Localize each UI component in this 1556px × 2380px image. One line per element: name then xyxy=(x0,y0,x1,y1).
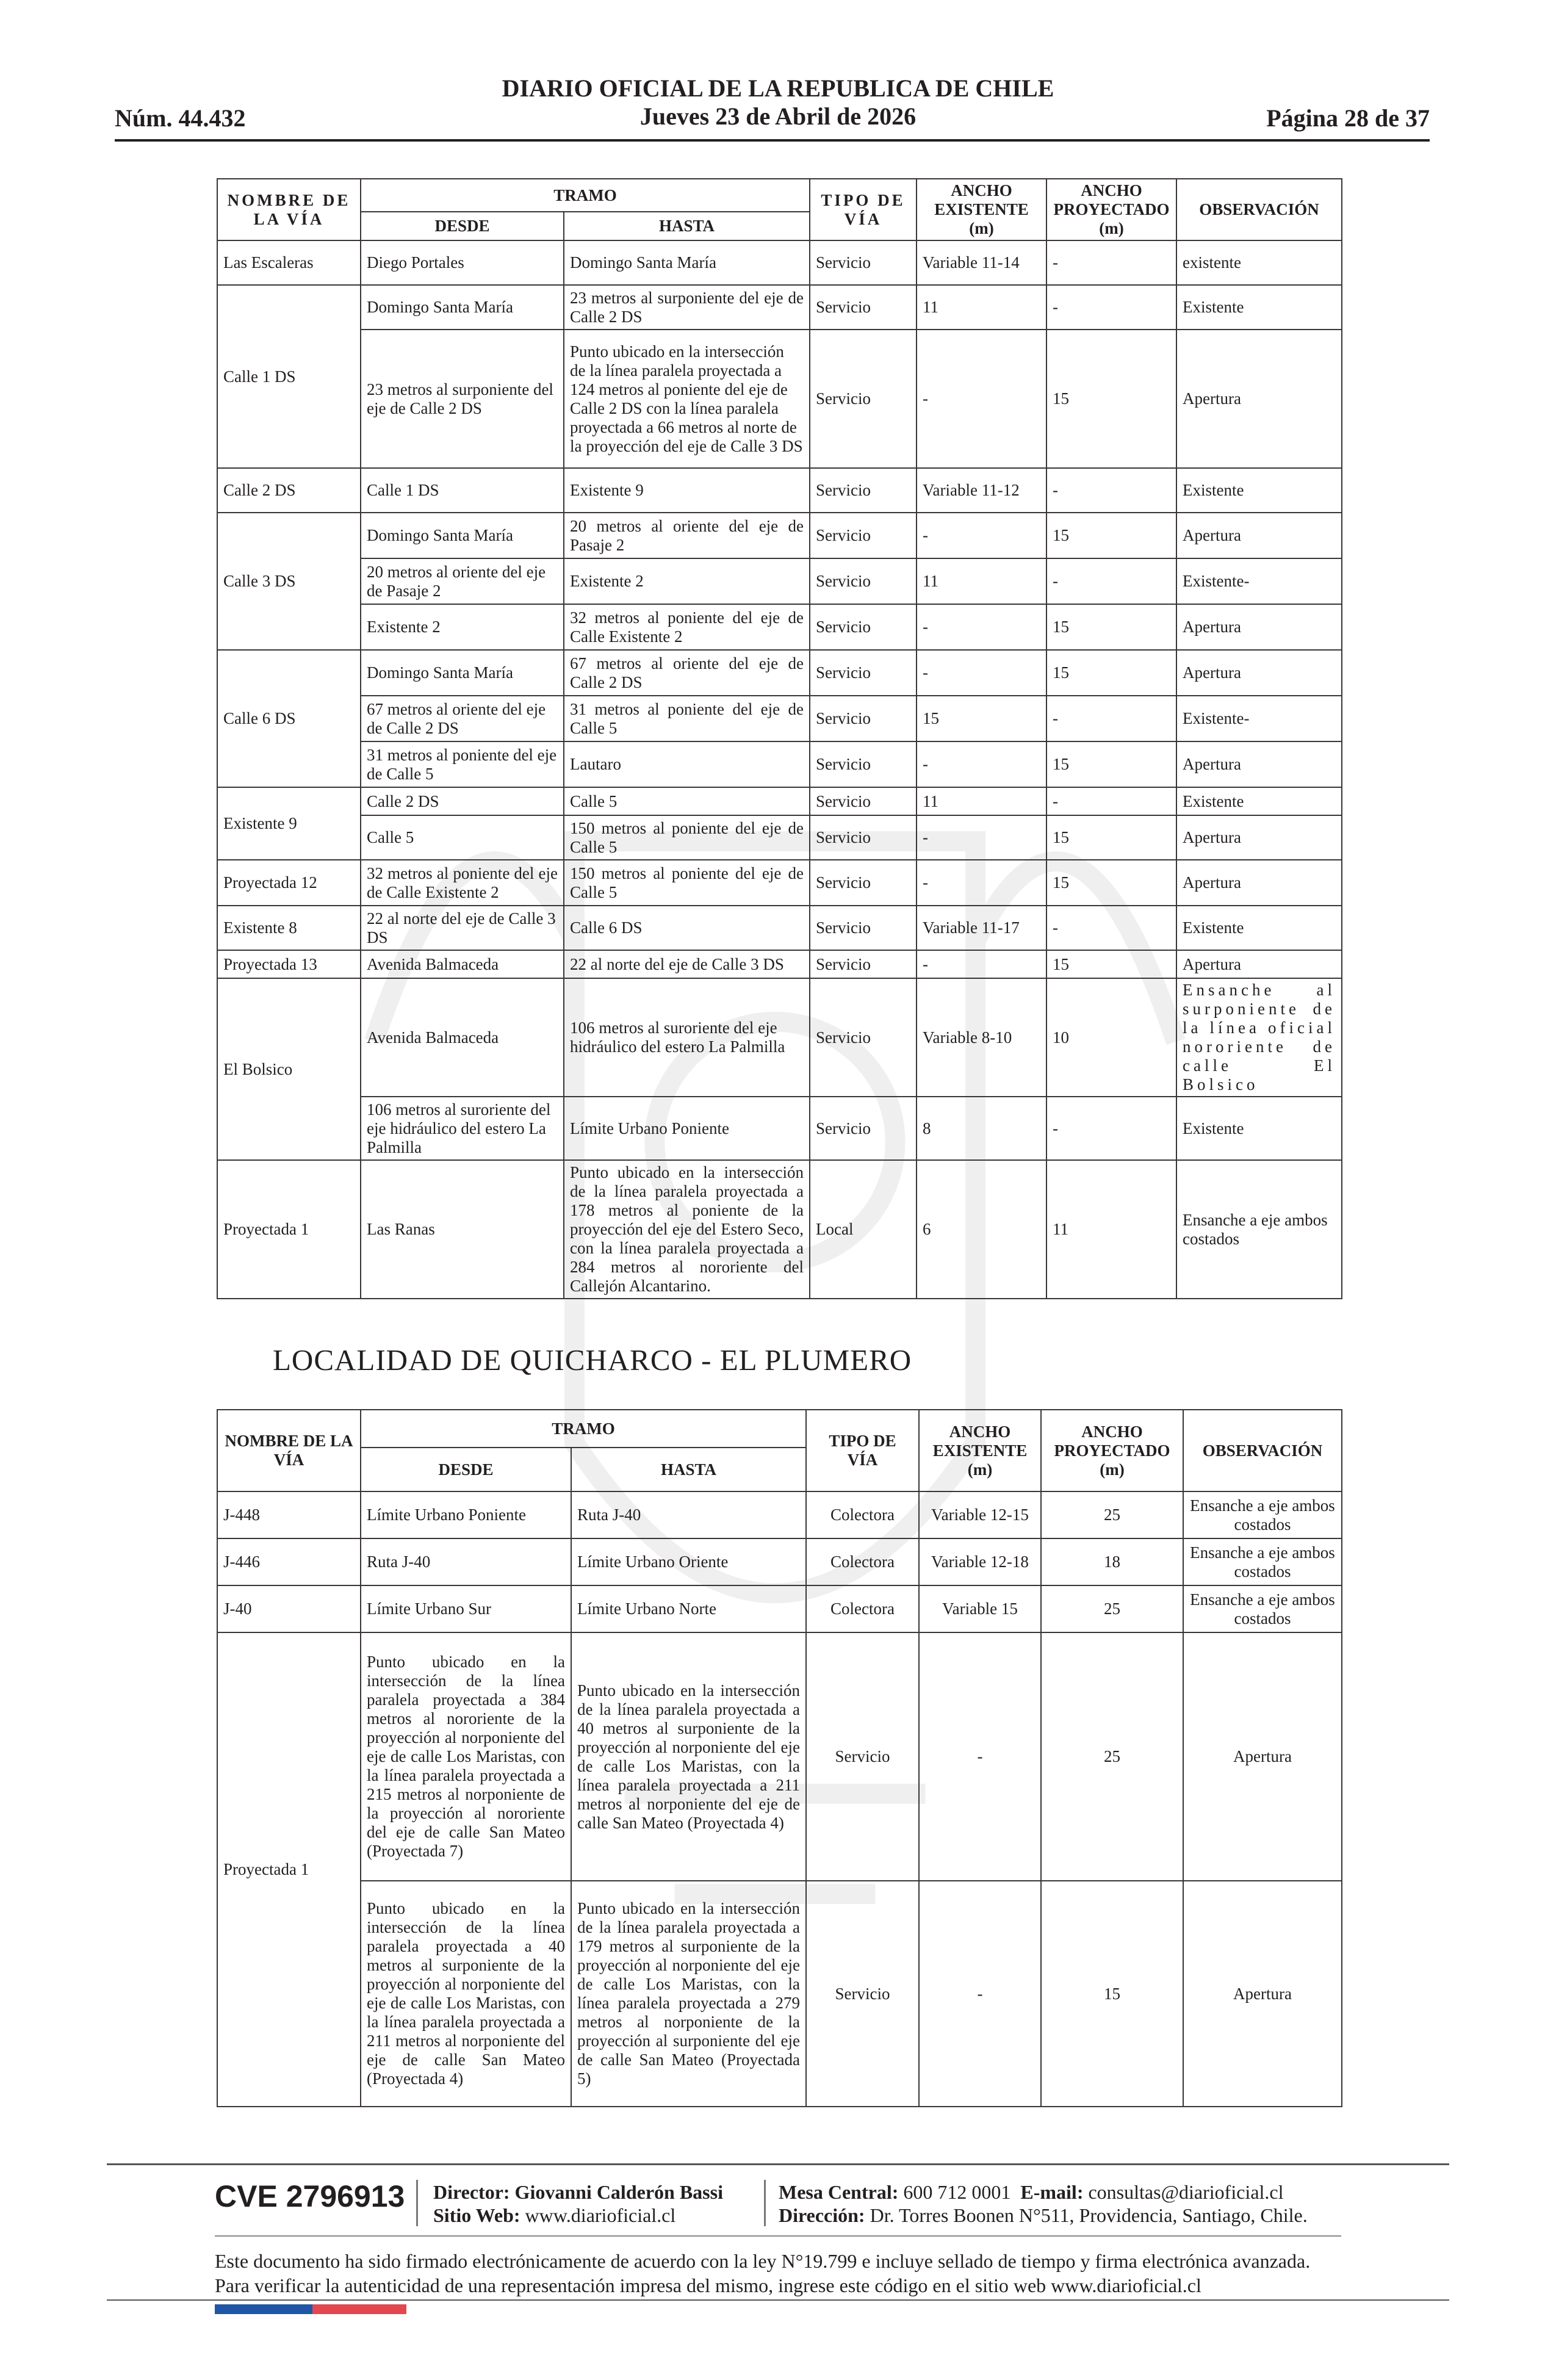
cell-proyectado: - xyxy=(1046,696,1176,741)
cell-tipo: Servicio xyxy=(810,906,917,950)
masthead-date: Jueves 23 de Abril de 2026 xyxy=(639,103,917,130)
table-row xyxy=(217,1538,1342,1585)
cell-desde: Calle 2 DS xyxy=(361,787,564,815)
cell-tipo: Servicio xyxy=(810,741,917,787)
flag-bar-blue xyxy=(215,2304,312,2314)
director-name: Giovanni Calderón Bassi xyxy=(514,2181,723,2203)
footer-divider-middle xyxy=(215,2235,1341,2237)
cell-tipo: Servicio xyxy=(810,604,917,650)
cell-existente: Variable 11-12 xyxy=(917,468,1046,513)
table-row xyxy=(217,906,1342,950)
header-observacion: OBSERVACIÓN xyxy=(1183,1410,1342,1491)
cell-obs: Apertura xyxy=(1176,860,1342,906)
cell-existente: Variable 12-15 xyxy=(919,1491,1041,1538)
footer-director-block xyxy=(433,2180,723,2227)
cell-tipo: Servicio xyxy=(810,468,917,513)
streets-table-2 xyxy=(217,1409,1342,2107)
cell-desde: Límite Urbano Sur xyxy=(361,1585,571,1632)
cell-proyectado: 15 xyxy=(1046,650,1176,696)
cell-hasta: Existente 9 xyxy=(564,468,810,513)
table-row xyxy=(217,558,1342,604)
cell-obs: Ensanche a eje ambos costados xyxy=(1183,1585,1342,1632)
table-row xyxy=(217,787,1342,815)
table-row xyxy=(217,1160,1342,1299)
cell-desde: Existente 2 xyxy=(361,604,564,650)
header-tramo: TRAMO xyxy=(361,179,810,212)
table-row xyxy=(217,1097,1342,1160)
table-row xyxy=(217,696,1342,741)
cell-nombre: J-40 xyxy=(217,1585,361,1632)
cell-tipo: Servicio xyxy=(810,787,917,815)
table-row xyxy=(217,513,1342,558)
cell-tipo: Local xyxy=(810,1160,917,1299)
table-row xyxy=(217,604,1342,650)
cell-existente: - xyxy=(917,950,1046,978)
cell-obs: Ensanche al surponiente de la línea oficial nororiente de calle El Bolsico xyxy=(1176,978,1342,1097)
header-ancho-existente: ANCHO EXISTENTE (m) xyxy=(917,179,1046,240)
cell-tipo: Servicio xyxy=(810,285,917,330)
header-tipo: TIPO DE VÍA xyxy=(810,179,917,240)
table-row xyxy=(217,650,1342,696)
cell-tipo: Servicio xyxy=(810,860,917,906)
cell-tipo: Servicio xyxy=(810,513,917,558)
cell-desde: Punto ubicado en la intersección de la línea paralela proyectada a 40 metros al surponiente de la proyección al norponiente del eje de calle Los Maristas, con la línea paralela proyectada a 211 metros al norponiente del eje de calle San Mateo (Proyectada 4) xyxy=(361,1881,571,2107)
cell-desde: Avenida Balmaceda xyxy=(361,978,564,1097)
cell-hasta: Existente 2 xyxy=(564,558,810,604)
header-desde: DESDE xyxy=(361,1448,571,1491)
cell-existente: - xyxy=(917,650,1046,696)
cell-obs: Apertura xyxy=(1176,330,1342,468)
cell-hasta: 20 metros al oriente del eje de Pasaje 2 xyxy=(564,513,810,558)
cell-desde: Calle 5 xyxy=(361,815,564,860)
cve-code: CVE 2796913 xyxy=(215,2179,405,2213)
cell-existente: - xyxy=(919,1632,1041,1881)
email-link[interactable]: consultas@diarioficial.cl xyxy=(1088,2181,1284,2203)
director-label: Director: xyxy=(433,2181,510,2203)
cell-nombre: Las Escaleras xyxy=(217,240,361,285)
header-ancho-proyectado: ANCHO PROYECTADO (m) xyxy=(1041,1410,1183,1491)
table-row xyxy=(217,1632,1342,1881)
issue-number: Núm. 44.432 xyxy=(115,104,246,132)
cell-desde: Las Ranas xyxy=(361,1160,564,1299)
cell-proyectado: 18 xyxy=(1041,1538,1183,1585)
cell-hasta: Límite Urbano Poniente xyxy=(564,1097,810,1160)
cell-existente: Variable 15 xyxy=(919,1585,1041,1632)
cell-proyectado: 15 xyxy=(1041,1881,1183,2107)
cell-desde: 106 metros al suroriente del eje hidráulico del estero La Palmilla xyxy=(361,1097,564,1160)
header-desde: DESDE xyxy=(361,212,564,240)
cell-existente: - xyxy=(917,513,1046,558)
cell-tipo: Servicio xyxy=(810,240,917,285)
cell-desde: 23 metros al surponiente del eje de Calle 2 DS xyxy=(361,330,564,468)
cell-tipo: Servicio xyxy=(810,558,917,604)
table-row xyxy=(217,285,1342,330)
cell-tipo: Servicio xyxy=(810,330,917,468)
cell-obs: Existente xyxy=(1176,1097,1342,1160)
cell-desde: Calle 1 DS xyxy=(361,468,564,513)
table-row xyxy=(217,860,1342,906)
cell-tipo: Colectora xyxy=(806,1491,919,1538)
cell-nombre: Calle 1 DS xyxy=(217,285,361,468)
cell-existente: - xyxy=(917,860,1046,906)
cell-proyectado: 10 xyxy=(1046,978,1176,1097)
cell-existente: 8 xyxy=(917,1097,1046,1160)
cell-proyectado: 15 xyxy=(1046,741,1176,787)
cell-hasta: Punto ubicado en la intersección de la línea paralela proyectada a 179 metros al surponiente de la proyección al norponiente del eje de calle Los Maristas, con la línea paralela proyectada a 279 metros al norponiente de la proyección al surponiente del eje de calle San Mateo (Proyectada 5) xyxy=(571,1881,806,2107)
cell-hasta: Límite Urbano Oriente xyxy=(571,1538,806,1585)
table-row xyxy=(217,1585,1342,1632)
cell-nombre: J-448 xyxy=(217,1491,361,1538)
cell-nombre: Existente 8 xyxy=(217,906,361,950)
cell-proyectado: 11 xyxy=(1046,1160,1176,1299)
direccion-value: Dr. Torres Boonen N°511, Providencia, Santiago, Chile. xyxy=(870,2204,1308,2226)
cell-hasta: Punto ubicado en la intersección de la línea paralela proyectada a 40 metros al surponiente de la proyección al norponiente del eje de calle Los Maristas, con la línea paralela proyectada a 211 metros al norponiente del eje de calle San Mateo (Proyectada 4) xyxy=(571,1632,806,1881)
cell-existente: - xyxy=(919,1881,1041,2107)
cell-obs: Existente- xyxy=(1176,696,1342,741)
table-row xyxy=(217,815,1342,860)
cell-proyectado: - xyxy=(1046,787,1176,815)
cell-obs: Ensanche a eje ambos costados xyxy=(1183,1538,1342,1585)
footer-divider-top xyxy=(107,2163,1449,2165)
cell-desde: Diego Portales xyxy=(361,240,564,285)
cell-existente: 15 xyxy=(917,696,1046,741)
streets-table-1 xyxy=(217,178,1342,1299)
cell-hasta: 106 metros al suroriente del eje hidráulico del estero La Palmilla xyxy=(564,978,810,1097)
cell-hasta: 150 metros al poniente del eje de Calle 5 xyxy=(564,815,810,860)
cell-existente: - xyxy=(917,330,1046,468)
cell-tipo: Servicio xyxy=(810,978,917,1097)
cell-proyectado: 15 xyxy=(1046,330,1176,468)
cell-obs: Apertura xyxy=(1176,604,1342,650)
header-divider xyxy=(115,139,1430,142)
cell-nombre: Proyectada 12 xyxy=(217,860,361,906)
cell-tipo: Colectora xyxy=(806,1585,919,1632)
cell-existente: Variable 11-14 xyxy=(917,240,1046,285)
cell-obs: Ensanche a eje ambos costados xyxy=(1183,1491,1342,1538)
cell-obs: existente xyxy=(1176,240,1342,285)
cell-existente: - xyxy=(917,815,1046,860)
cell-tipo: Servicio xyxy=(810,696,917,741)
cell-desde: Ruta J-40 xyxy=(361,1538,571,1585)
cell-desde: Domingo Santa María xyxy=(361,513,564,558)
cell-hasta: Límite Urbano Norte xyxy=(571,1585,806,1632)
cell-proyectado: 15 xyxy=(1046,513,1176,558)
cell-obs: Ensanche a eje ambos costados xyxy=(1176,1160,1342,1299)
header-hasta: HASTA xyxy=(564,212,810,240)
table-row xyxy=(217,468,1342,513)
cell-tipo: Servicio xyxy=(810,650,917,696)
cell-obs: Apertura xyxy=(1183,1881,1342,2107)
mesa-phone: 600 712 0001 xyxy=(903,2181,1011,2203)
direccion-label: Dirección: xyxy=(779,2204,865,2226)
cell-existente: 6 xyxy=(917,1160,1046,1299)
cell-proyectado: - xyxy=(1046,240,1176,285)
cell-nombre: Proyectada 1 xyxy=(217,1160,361,1299)
page-indicator: Página 28 de 37 xyxy=(1266,104,1430,132)
table-row xyxy=(217,950,1342,978)
cell-existente: Variable 11-17 xyxy=(917,906,1046,950)
cell-tipo: Servicio xyxy=(810,1097,917,1160)
cell-hasta: Punto ubicado en la intersección de la línea paralela proyectada a 178 metros al poniente de la proyección del eje del Estero Seco, con la línea paralela proyectada a 284 metros al nororiente del Callejón Alcantarino. xyxy=(564,1160,810,1299)
cell-hasta: Calle 5 xyxy=(564,787,810,815)
cell-proyectado: 25 xyxy=(1041,1585,1183,1632)
cell-tipo: Colectora xyxy=(806,1538,919,1585)
cell-existente: Variable 8-10 xyxy=(917,978,1046,1097)
header-hasta: HASTA xyxy=(571,1448,806,1491)
cell-desde: Domingo Santa María xyxy=(361,650,564,696)
table-row xyxy=(217,330,1342,468)
header-tipo: TIPO DE VÍA xyxy=(806,1410,919,1491)
cell-desde: 31 metros al poniente del eje de Calle 5 xyxy=(361,741,564,787)
cell-obs: Apertura xyxy=(1176,513,1342,558)
cell-proyectado: 25 xyxy=(1041,1491,1183,1538)
cell-obs: Existente xyxy=(1176,285,1342,330)
cell-hasta: 22 al norte del eje de Calle 3 DS xyxy=(564,950,810,978)
masthead-title: DIARIO OFICIAL DE LA REPUBLICA DE CHILE xyxy=(502,74,1054,102)
cell-proyectado: 25 xyxy=(1041,1632,1183,1881)
cell-obs: Apertura xyxy=(1183,1632,1342,1881)
legal-notice: Este documento ha sido firmado electrónicamente de acuerdo con la ley N°19.799 e incluye sellado de tiempo y firma electrónica avanzada. Para verificar la autenticidad de una representación impresa del mismo, ingrese este código en el sitio web www.diarioficial.cl xyxy=(215,2250,1311,2296)
header-nombre: NOMBRE DE LA VÍA xyxy=(217,1410,361,1491)
cell-obs: Apertura xyxy=(1176,815,1342,860)
cell-desde: 67 metros al oriente del eje de Calle 2 DS xyxy=(361,696,564,741)
cell-desde: 20 metros al oriente del eje de Pasaje 2 xyxy=(361,558,564,604)
cell-hasta: 67 metros al oriente del eje de Calle 2 DS xyxy=(564,650,810,696)
cell-hasta: Domingo Santa María xyxy=(564,240,810,285)
table-row xyxy=(217,1881,1342,2107)
table-row xyxy=(217,1491,1342,1538)
footer-separator xyxy=(764,2180,766,2226)
table-row xyxy=(217,978,1342,1097)
cell-nombre: J-446 xyxy=(217,1538,361,1585)
cell-hasta: 32 metros al poniente del eje de Calle Existente 2 xyxy=(564,604,810,650)
cell-obs: Apertura xyxy=(1176,950,1342,978)
cell-proyectado: - xyxy=(1046,468,1176,513)
cell-hasta: 23 metros al surponiente del eje de Calle 2 DS xyxy=(564,285,810,330)
cell-proyectado: - xyxy=(1046,1097,1176,1160)
cell-existente: 11 xyxy=(917,787,1046,815)
cell-obs: Existente xyxy=(1176,787,1342,815)
cell-desde: Domingo Santa María xyxy=(361,285,564,330)
cell-desde: Límite Urbano Poniente xyxy=(361,1491,571,1538)
cell-existente: 11 xyxy=(917,285,1046,330)
cell-nombre: El Bolsico xyxy=(217,978,361,1160)
cell-proyectado: - xyxy=(1046,558,1176,604)
header-ancho-existente: ANCHO EXISTENTE (m) xyxy=(919,1410,1041,1491)
cell-proyectado: - xyxy=(1046,285,1176,330)
cell-hasta: Lautaro xyxy=(564,741,810,787)
cell-tipo: Servicio xyxy=(810,950,917,978)
section-title: LOCALIDAD DE QUICHARCO - EL PLUMERO xyxy=(273,1343,912,1377)
cell-nombre: Proyectada 1 xyxy=(217,1632,361,2107)
footer-separator xyxy=(416,2180,418,2226)
cell-nombre: Calle 2 DS xyxy=(217,468,361,513)
cell-obs: Apertura xyxy=(1176,741,1342,787)
cell-desde: Punto ubicado en la intersección de la línea paralela proyectada a 384 metros al nororiente de la proyección al norponiente del eje de calle Los Maristas, con la línea paralela proyectada a 215 metros al norponiente de la proyección al nororiente del eje de calle San Mateo (Proyectada 7) xyxy=(361,1632,571,1881)
header-tramo: TRAMO xyxy=(361,1410,806,1448)
cell-proyectado: 15 xyxy=(1046,950,1176,978)
website-label: Sitio Web: xyxy=(433,2204,520,2226)
cell-proyectado: 15 xyxy=(1046,604,1176,650)
cell-hasta: Punto ubicado en la intersección de la línea paralela proyectada a 124 metros al poniente del eje de Calle 2 DS con la línea paralela proyectada a 66 metros al norte de la proyección del eje de Calle 3 DS xyxy=(564,330,810,468)
cell-nombre: Calle 6 DS xyxy=(217,650,361,787)
footer-divider-bottom xyxy=(107,2299,1449,2301)
table-row xyxy=(217,741,1342,787)
header-ancho-proyectado: ANCHO PROYECTADO (m) xyxy=(1046,179,1176,240)
cell-existente: - xyxy=(917,741,1046,787)
cell-existente: 11 xyxy=(917,558,1046,604)
header-observacion: OBSERVACIÓN xyxy=(1176,179,1342,240)
cell-nombre: Calle 3 DS xyxy=(217,513,361,650)
cell-hasta: Calle 6 DS xyxy=(564,906,810,950)
cell-nombre: Existente 9 xyxy=(217,787,361,860)
cell-desde: Avenida Balmaceda xyxy=(361,950,564,978)
flag-bar-red xyxy=(312,2304,406,2314)
cell-hasta: 150 metros al poniente del eje de Calle 5 xyxy=(564,860,810,906)
cell-obs: Existente xyxy=(1176,906,1342,950)
cell-proyectado: 15 xyxy=(1046,860,1176,906)
cell-hasta: 31 metros al poniente del eje de Calle 5 xyxy=(564,696,810,741)
cell-obs: Apertura xyxy=(1176,650,1342,696)
table-row xyxy=(217,240,1342,285)
cell-existente: Variable 12-18 xyxy=(919,1538,1041,1585)
cell-desde: 32 metros al poniente del eje de Calle Existente 2 xyxy=(361,860,564,906)
footer-contact-block xyxy=(779,2180,1308,2227)
website-link[interactable]: www.diarioficial.cl xyxy=(525,2204,676,2226)
cell-desde: 22 al norte del eje de Calle 3 DS xyxy=(361,906,564,950)
cell-tipo: Servicio xyxy=(806,1632,919,1881)
cell-obs: Existente- xyxy=(1176,558,1342,604)
email-label: E-mail: xyxy=(1020,2181,1084,2203)
cell-tipo: Servicio xyxy=(806,1881,919,2107)
cell-obs: Existente xyxy=(1176,468,1342,513)
cell-proyectado: 15 xyxy=(1046,815,1176,860)
cell-hasta: Ruta J-40 xyxy=(571,1491,806,1538)
header-nombre: NOMBRE DE LA VÍA xyxy=(217,179,361,240)
cell-tipo: Servicio xyxy=(810,815,917,860)
cell-proyectado: - xyxy=(1046,906,1176,950)
cell-nombre: Proyectada 13 xyxy=(217,950,361,978)
cell-existente: - xyxy=(917,604,1046,650)
mesa-label: Mesa Central: xyxy=(779,2181,899,2203)
